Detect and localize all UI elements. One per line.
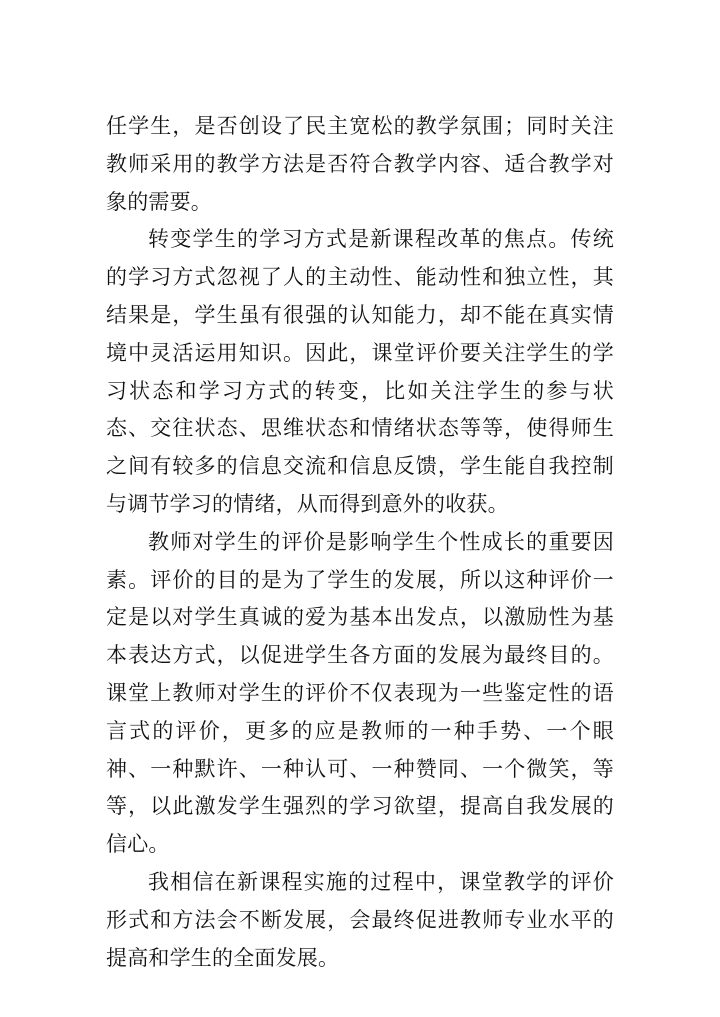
paragraph-2: 转变学生的学习方式是新课程改革的焦点。传统的学习方式忽视了人的主动性、能动性和独立性，其结果是，学生虽有很强的认知能力，却不能在真实情境中灵活运用知识。因此，课堂评价要关注学生的学习状态和学习方式的转变，比如关注学生的参与状态、交往状态、思维状态和情绪状态等等，使得师生之间有较多的信息交流和信息反馈，学生能自我控制与调节学习的情绪，从而得到意外的收获。 [106, 227, 614, 516]
paragraph-4: 我相信在新课程实施的过程中，课堂教学的评价形式和方法会不断发展，会最终促进教师专业水平的提高和学生的全面发展。 [106, 869, 614, 970]
document-body [106, 108, 614, 977]
paragraph-1: 任学生，是否创设了民主宽松的教学氛围；同时关注教师采用的教学方法是否符合教学内容、适合教学对象的需要。 [106, 114, 614, 214]
paragraph-3: 教师对学生的评价是影响学生个性成长的重要因素。评价的目的是为了学生的发展，所以这种评价一定是以对学生真诚的爱为基本出发点，以激励性为基本表达方式，以促进学生各方面的发展为最终目的。课堂上教师对学生的评价不仅表现为一些鉴定性的语言式的评价，更多的应是教师的一种手势、一个眼神、一种默许、一种认可、一种赞同、一个微笑，等等，以此激发学生强烈的学习欲望，提高自我发展的信心。 [106, 529, 614, 857]
